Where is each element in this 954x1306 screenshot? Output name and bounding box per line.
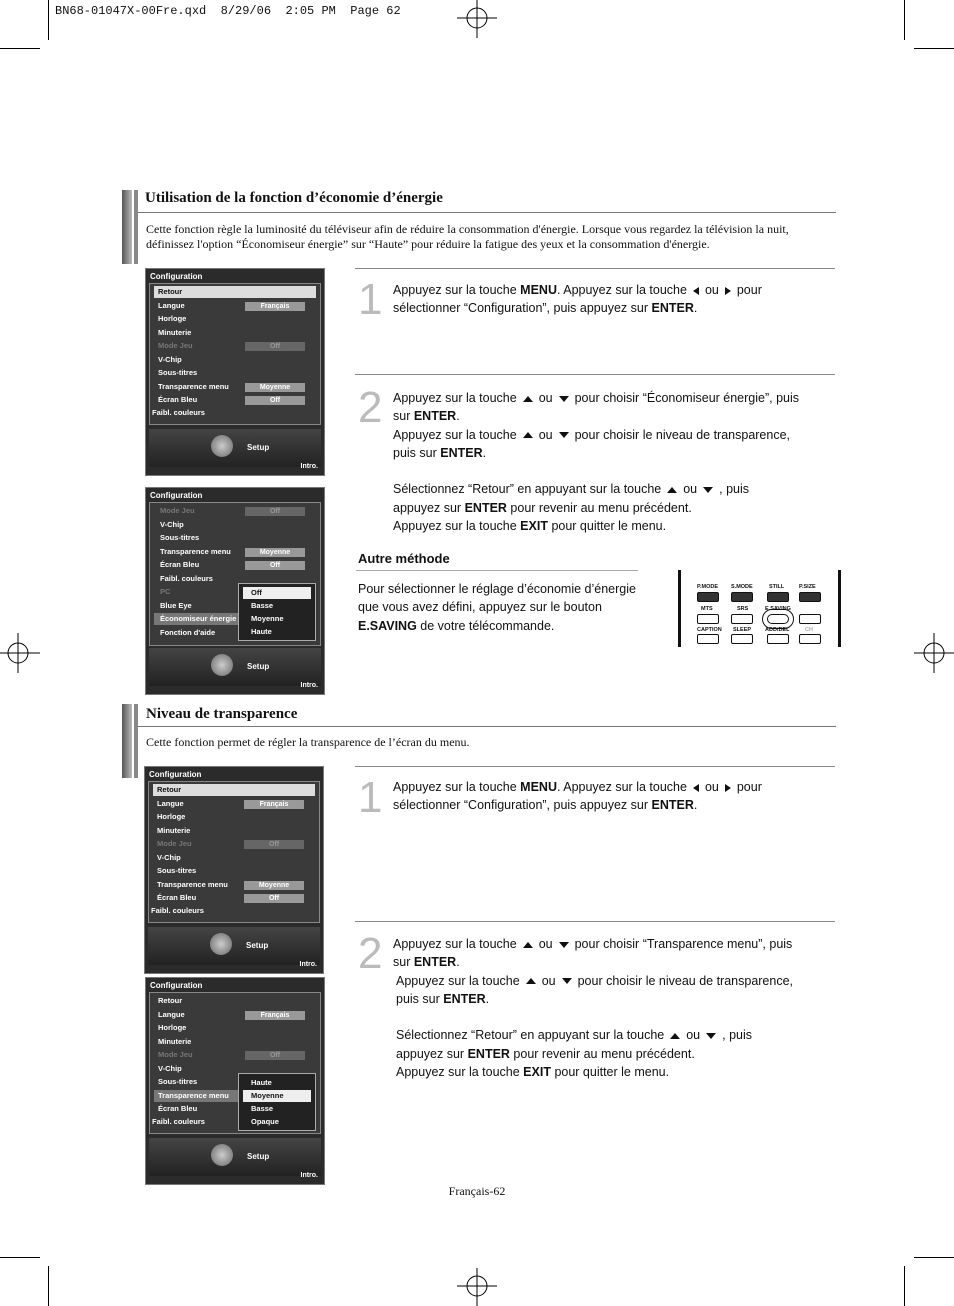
- registration-mark-icon: [914, 633, 954, 673]
- up-arrow-icon: [526, 978, 536, 984]
- section-marker: [134, 704, 138, 778]
- remote-label: MTS: [701, 606, 713, 612]
- tv-menu-screen: [145, 977, 325, 1185]
- section-marker: [122, 704, 132, 778]
- step-rule: [355, 268, 835, 269]
- menu-item[interactable]: V-Chip: [157, 853, 181, 862]
- menu-footer: [149, 648, 321, 686]
- up-arrow-icon: [670, 1033, 680, 1039]
- left-arrow-icon: [693, 784, 699, 792]
- option-popup: [238, 1073, 316, 1131]
- menu-item[interactable]: Mode Jeu: [157, 839, 192, 848]
- menu-value: Français: [245, 1011, 305, 1020]
- menu-item[interactable]: Transparence menu: [154, 1090, 238, 1102]
- registration-mark-icon: [0, 633, 40, 673]
- step-rule: [356, 570, 638, 571]
- menu-item[interactable]: Minuterie: [157, 826, 191, 835]
- popup-option[interactable]: Moyenne: [251, 614, 284, 623]
- adddel-button[interactable]: [767, 634, 789, 644]
- menu-list: [149, 502, 321, 646]
- menu-footer: [149, 429, 321, 467]
- crop-mark: [904, 0, 905, 40]
- smode-button[interactable]: [731, 592, 753, 602]
- setup-label: Setup: [247, 662, 270, 671]
- popup-option[interactable]: Haute: [251, 1078, 272, 1087]
- ch-down-button[interactable]: [799, 634, 821, 644]
- tv-menu-screen: [144, 766, 324, 974]
- step-rule: [355, 766, 835, 767]
- remote-label: CH: [805, 627, 813, 633]
- alternate-method-text: Pour sélectionner le réglage d’économie d’énergie que vous avez défini, appuyez sur le bouton E.SAVING de votre télécommande.: [358, 582, 636, 633]
- menu-value: Off: [245, 507, 305, 516]
- step-text: Appuyez sur la touche MENU. Appuyez sur la touche ou pour sélectionner “Configuration”, puis appuyez sur ENTER.: [393, 283, 762, 316]
- menu-value: Off: [245, 1051, 305, 1060]
- menu-item[interactable]: Faibl. couleurs: [152, 1117, 205, 1126]
- step-number: 2: [358, 929, 383, 978]
- menu-value: Français: [244, 800, 304, 809]
- gear-icon: [210, 933, 232, 955]
- section-marker: [122, 190, 132, 264]
- crop-mark: [914, 1257, 954, 1258]
- down-arrow-icon: [559, 432, 569, 438]
- menu-item[interactable]: Retour: [153, 784, 315, 796]
- tv-menu-screen: [145, 487, 325, 695]
- section-intro: Cette fonction permet de régler la transparence de l’écran du menu.: [146, 735, 470, 749]
- step-text: Appuyez sur la touche ou pour choisir “Économiseur énergie”, puis sur ENTER. Appuyez sur la touche ou pour choisir le niveau de transparence, puis sur ENTER. Sélectionnez “Retour” en appuyant sur la touche ou , puis appuyez sur ENTER pour revenir au menu précédent. Appuyez sur la touche EXIT pour quitter le menu.: [393, 391, 800, 534]
- menu-value: Off: [244, 840, 304, 849]
- caption-button[interactable]: [697, 634, 719, 644]
- crop-mark: [904, 1266, 905, 1306]
- menu-value: Moyenne: [244, 881, 304, 890]
- setup-label: Setup: [247, 1152, 270, 1161]
- menu-item[interactable]: Horloge: [158, 314, 187, 323]
- step-number: 1: [358, 275, 383, 324]
- remote-label: P.MODE: [697, 584, 718, 590]
- menu-list: [149, 283, 321, 425]
- setup-label: Setup: [247, 443, 270, 452]
- step-text: Appuyez sur la touche MENU. Appuyez sur la touche ou pour sélectionner “Configuration”, puis appuyez sur ENTER.: [393, 780, 762, 813]
- remote-control-illustration: [678, 570, 841, 647]
- tv-menu-screen: [145, 268, 325, 476]
- menu-item[interactable]: Faibl. couleurs: [160, 574, 213, 583]
- menu-item[interactable]: Transparence menu: [157, 880, 228, 889]
- up-arrow-icon: [523, 432, 533, 438]
- option-popup: [238, 583, 316, 641]
- step-rule: [355, 921, 835, 922]
- down-arrow-icon: [559, 396, 569, 402]
- section-title: Utilisation de la fonction d’économie d’énergie: [145, 190, 443, 206]
- menu-header: Configuration: [149, 770, 202, 779]
- step-number: 2: [358, 383, 383, 432]
- menu-list: [149, 992, 321, 1134]
- registration-mark-icon: [457, 1266, 497, 1306]
- esaving-button[interactable]: [767, 614, 789, 624]
- menu-item[interactable]: Minuterie: [158, 328, 192, 337]
- section-rule: [138, 726, 836, 727]
- intro-label: Intro.: [300, 682, 318, 689]
- right-arrow-icon: [725, 287, 731, 295]
- menu-item[interactable]: Fonction d'aide: [160, 628, 216, 637]
- popup-option[interactable]: Haute: [251, 627, 272, 636]
- page-number: Français-62: [448, 1184, 506, 1198]
- setup-label: Setup: [246, 941, 269, 950]
- menu-item[interactable]: Écran Bleu: [157, 893, 197, 902]
- menu-item[interactable]: Mode Jeu: [158, 1050, 193, 1059]
- remote-label: STILL: [769, 584, 785, 590]
- menu-item[interactable]: Sous-titres: [157, 866, 197, 875]
- menu-item[interactable]: Mode Jeu: [160, 506, 195, 515]
- crop-mark: [0, 1257, 40, 1258]
- print-slug: BN68-01047X-00Fre.qxd 8/29/06 2:05 PM Page 62: [55, 4, 401, 18]
- up-arrow-icon: [667, 487, 677, 493]
- popup-option[interactable]: Basse: [251, 601, 274, 610]
- up-arrow-icon: [523, 942, 533, 948]
- ch-up-button[interactable]: [799, 614, 821, 624]
- menu-item[interactable]: Transparence menu: [160, 547, 231, 556]
- mts-button[interactable]: [697, 614, 719, 624]
- menu-item[interactable]: Écran Bleu: [158, 1104, 198, 1113]
- alternate-method-title: Autre méthode: [358, 551, 450, 566]
- section-title: Niveau de transparence: [146, 706, 298, 722]
- menu-item[interactable]: Faibl. couleurs: [151, 906, 204, 915]
- right-arrow-icon: [725, 784, 731, 792]
- menu-header: Configuration: [150, 272, 203, 281]
- menu-item[interactable]: Retour: [154, 286, 316, 298]
- menu-value: Off: [244, 894, 304, 903]
- menu-value: Off: [245, 342, 305, 351]
- menu-item[interactable]: Écran Bleu: [160, 560, 200, 569]
- menu-footer: [149, 1138, 321, 1176]
- section-rule: [138, 212, 836, 213]
- remote-label: CAPTION: [697, 627, 722, 633]
- registration-mark-icon: [457, 0, 497, 40]
- menu-value: Français: [245, 302, 305, 311]
- popup-option[interactable]: Off: [243, 587, 311, 599]
- intro-label: Intro.: [300, 463, 318, 470]
- menu-value: Moyenne: [245, 383, 305, 392]
- menu-item[interactable]: Horloge: [157, 812, 186, 821]
- down-arrow-icon: [559, 942, 569, 948]
- menu-item[interactable]: Retour: [158, 996, 183, 1005]
- gear-icon: [211, 435, 233, 457]
- menu-item[interactable]: V-Chip: [160, 520, 184, 529]
- menu-item[interactable]: Transparence menu: [158, 382, 229, 391]
- crop-mark: [48, 1266, 49, 1306]
- menu-list: [148, 781, 320, 923]
- section-intro: Cette fonction règle la luminosité du téléviseur afin de réduire la consommation d'énergie. Lorsque vous regardez la télévision la nuit, définissez l'option “Économiseur énergie” sur “Haute” pour réduire la fatigue des yeux et la consommation d'énergie.: [146, 222, 789, 251]
- remote-label: P.SIZE: [799, 584, 816, 590]
- crop-mark: [0, 48, 40, 49]
- remote-label: SLEEP: [733, 627, 752, 633]
- psize-button[interactable]: [799, 592, 821, 602]
- remote-label: ADD/DEL: [765, 627, 790, 633]
- popup-option[interactable]: Basse: [251, 1104, 274, 1113]
- menu-item[interactable]: Blue Eye: [160, 601, 192, 610]
- down-arrow-icon: [562, 978, 572, 984]
- gear-icon: [211, 1144, 233, 1166]
- down-arrow-icon: [706, 1033, 716, 1039]
- menu-item[interactable]: Écran Bleu: [158, 395, 198, 404]
- gear-icon: [211, 654, 233, 676]
- menu-item[interactable]: Sous-titres: [158, 368, 198, 377]
- menu-item[interactable]: Minuterie: [158, 1037, 192, 1046]
- menu-value: Off: [245, 396, 305, 405]
- menu-item[interactable]: Sous-titres: [158, 1077, 198, 1086]
- menu-item[interactable]: V-Chip: [158, 1064, 182, 1073]
- menu-item[interactable]: Sous-titres: [160, 533, 200, 542]
- remote-label: SRS: [737, 606, 749, 612]
- menu-item[interactable]: Mode Jeu: [158, 341, 193, 350]
- popup-option[interactable]: Opaque: [251, 1117, 279, 1126]
- crop-mark: [914, 48, 954, 49]
- menu-item[interactable]: Langue: [158, 1010, 185, 1019]
- menu-header: Configuration: [150, 491, 203, 500]
- srs-button[interactable]: [731, 614, 753, 624]
- section-marker: [134, 190, 138, 264]
- popup-option[interactable]: Moyenne: [243, 1090, 311, 1102]
- menu-item[interactable]: Langue: [158, 301, 185, 310]
- menu-item[interactable]: Langue: [157, 799, 184, 808]
- down-arrow-icon: [703, 487, 713, 493]
- up-arrow-icon: [523, 396, 533, 402]
- menu-value: Moyenne: [245, 548, 305, 557]
- remote-label: S.MODE: [731, 584, 753, 590]
- left-arrow-icon: [693, 287, 699, 295]
- menu-item[interactable]: Économiseur énergie: [154, 613, 240, 625]
- intro-label: Intro.: [300, 1172, 318, 1179]
- step-text: Appuyez sur la touche ou pour choisir “Transparence menu”, puis sur ENTER. Appuyez sur la touche ou pour choisir le niveau de transparence, puis sur ENTER. Sélectionnez “Retour” en appuyant sur la touche ou , puis appuyez sur ENTER pour revenir au menu précédent. Appuyez sur la touche EXIT pour quitter le menu.: [393, 937, 794, 1080]
- step-rule: [355, 374, 835, 375]
- remote-label: E.SAVING: [765, 606, 791, 612]
- menu-item[interactable]: Faibl. couleurs: [152, 408, 205, 417]
- menu-item[interactable]: PC: [160, 587, 171, 596]
- menu-value: Off: [245, 561, 305, 570]
- step-number: 1: [358, 773, 383, 822]
- menu-item[interactable]: V-Chip: [158, 355, 182, 364]
- menu-item[interactable]: Horloge: [158, 1023, 187, 1032]
- crop-mark: [48, 0, 49, 40]
- still-button[interactable]: [767, 592, 789, 602]
- menu-header: Configuration: [150, 981, 203, 990]
- sleep-button[interactable]: [731, 634, 753, 644]
- menu-footer: [148, 927, 320, 965]
- intro-label: Intro.: [299, 961, 317, 968]
- pmode-button[interactable]: [697, 592, 719, 602]
